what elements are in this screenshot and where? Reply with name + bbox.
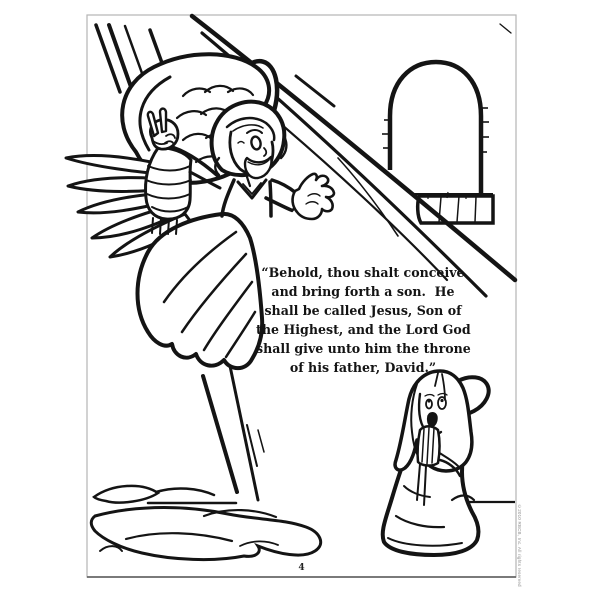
angel-sleeve bbox=[146, 148, 192, 219]
quote-line: shall be called Jesus, Son of bbox=[264, 303, 462, 318]
bible-quote bbox=[256, 263, 470, 377]
quote-line: of his father, David.” bbox=[289, 360, 437, 375]
page-number: 4 bbox=[298, 563, 305, 573]
mary-mouth bbox=[428, 413, 437, 426]
quote-line: the Highest, and the Lord God bbox=[256, 322, 471, 337]
quote-line: “Behold, thou shalt conceive bbox=[261, 265, 465, 280]
quote-line: shall give unto him the throne bbox=[256, 341, 471, 356]
quote-line: and bring forth a son. He bbox=[271, 284, 455, 299]
copyright-text: ©2010 RBCB, Inc. All rights reserved bbox=[517, 504, 522, 587]
